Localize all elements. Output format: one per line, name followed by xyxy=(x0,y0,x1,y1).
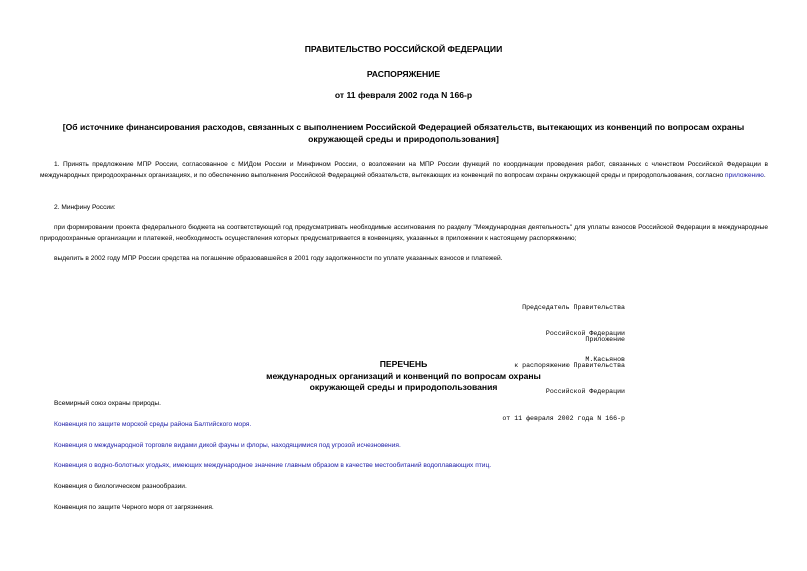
signature-position: Председатель Правительства xyxy=(522,303,625,311)
paragraph-1-end: . xyxy=(763,171,766,179)
paragraph-1 xyxy=(40,160,768,181)
paragraph-3: при формировании проекта федерального бюджета на соответствующий год предусматривать необходимые ассигнования по разделу "Международная деятельность" для уплаты взносов Российской Федерации в международные природоохранные организации и платежей, необходимость осуществления которых предусматривается в конвенциях, указанных в приложении к настоящему распоряжению; xyxy=(40,224,768,242)
signature-name: М.Касьянов xyxy=(585,356,625,364)
list-item: Конвенция по защите Черного моря от загрязнения. xyxy=(54,504,214,511)
paragraph-1-text: 1. Принять предложение МПР России, согласованное с МИДом России и Минфином России, о возложении на МПР России функций по координации проведения работ, связанных с членством Российской Федерации в международных природоохранных организациях, и по обеспечению выполнения Российской Федерацией обязательств, вытекающих из конвенций по вопросам охраны окружающей среды и природопользования, согласно xyxy=(40,161,768,179)
list-heading-line-3: окружающей среды и природопользования xyxy=(309,382,498,392)
appendix-country: Российской Федерации xyxy=(545,388,625,396)
list-heading-line-2: международных организаций и конвенций по вопросам охраны xyxy=(266,370,541,381)
paragraph-2: 2. Минфину России: xyxy=(54,204,116,211)
appendix-label: Приложение xyxy=(585,335,625,343)
paragraph-4: выделить в 2002 году МПР России средства на погашение образовавшейся в 2001 году задолженности по уплате указанных взносов и платежей. xyxy=(54,255,503,262)
title-line-1: [Об источнике финансирования расходов, связанных с выполнением Российской Федерацией обязательств, вытекающих из конвенций по вопросам охраны xyxy=(62,122,745,132)
list-item-link[interactable]: Конвенция о водно-болотных угодьях, имеющих международное значение главным образом в качестве местообитаний водоплавающих птиц. xyxy=(54,462,492,469)
list-item-link[interactable]: Конвенция по защите морской среды района Балтийского моря. xyxy=(54,421,252,428)
appendix-to-order: к распоряжению Правительства xyxy=(514,361,625,369)
list-item: Всемирный союз охраны природы. xyxy=(54,400,161,407)
list-heading xyxy=(0,359,807,394)
appendix-date: от 11 февраля 2002 года N 166-р xyxy=(502,414,625,422)
title-line-2: окружающей среды и природопользования] xyxy=(308,133,499,144)
appendix-link[interactable]: приложению xyxy=(725,171,764,179)
list-item-link[interactable]: Конвенция о международной торговле видами дикой фауны и флоры, находящимися под угрозой исчезновения. xyxy=(54,442,401,449)
list-heading-title: ПЕРЕЧЕНЬ xyxy=(379,359,428,369)
document-type: РАСПОРЯЖЕНИЕ xyxy=(366,69,441,79)
list-item: Конвенция о биологическом разнообразии. xyxy=(54,483,187,490)
signature-country: Российской Федерации xyxy=(545,329,625,337)
org-name: ПРАВИТЕЛЬСТВО РОССИЙСКОЙ ФЕДЕРАЦИИ xyxy=(304,44,503,54)
document-title xyxy=(0,122,807,145)
document-date-number: от 11 февраля 2002 года N 166-р xyxy=(334,90,473,100)
